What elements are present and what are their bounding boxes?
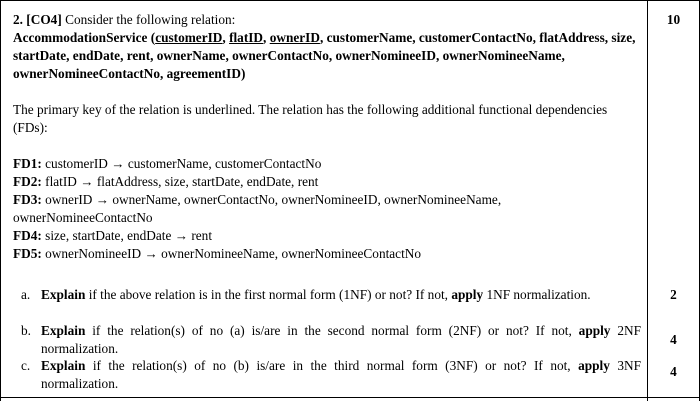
fd-label: FD4:: [13, 228, 42, 243]
subquestion-a: [21, 286, 641, 304]
fd-text: size, startDate, endDate → rent: [45, 228, 213, 243]
instruction-action: apply: [578, 358, 610, 373]
subquestion-text-end: 1NF normalization.: [486, 287, 591, 302]
fd-item: [13, 227, 639, 245]
subquestion-text: if the above relation is in the first normal form (1NF) or not? If not,: [88, 287, 448, 302]
key-attribute: ownerID: [269, 30, 320, 45]
fd-label: FD2:: [13, 174, 42, 189]
question-header: [13, 11, 639, 29]
fd-text: ownerNomineeID → ownerNomineeName, ownerNomineeContactNo: [45, 246, 422, 261]
subquestion-text: if the relation(s) of no (b) is/are in the third normal form (3NF) or not? If not,: [92, 358, 571, 373]
marks-c: 4: [670, 364, 677, 379]
marks-column: [648, 1, 699, 397]
instruction-action: apply: [451, 287, 484, 302]
fd-list: [13, 155, 639, 263]
subquestion-text-end: 3NF normalization.: [41, 358, 642, 391]
fd-item: [13, 245, 639, 263]
total-marks: 10: [666, 12, 681, 27]
fd-text: customerID → customerName, customerContactNo: [45, 156, 322, 171]
key-attribute: flatID: [229, 30, 264, 45]
relation-attributes: customerName, customerContactNo, flatAddress, size, startDate, endDate, rent, ownerName, ownerContactNo, ownerNomineeID, ownerNomineeName, ownerNomineeContactNo, agreementID: [13, 30, 636, 81]
primary-key-note: The primary key of the relation is underlined. The relation has the following additional functional dependencies (FDs):: [13, 102, 608, 135]
subquestion-letter: a.: [21, 287, 31, 302]
row-divider: [1, 397, 699, 398]
instruction-action: apply: [578, 323, 611, 338]
fd-text: flatID → flatAddress, size, startDate, endDate, rent: [45, 174, 319, 189]
question-intro: Consider the following relation:: [65, 12, 236, 27]
subquestion-letter: c.: [21, 358, 31, 373]
subquestion-letter: b.: [21, 323, 31, 338]
relation-name: AccommodationService: [13, 30, 148, 45]
instruction-verb: Explain: [41, 287, 86, 302]
fd-item: [13, 155, 639, 173]
key-attribute: customerID: [155, 30, 223, 45]
fd-label: FD1:: [13, 156, 42, 171]
subquestion-c: [21, 357, 642, 393]
relation-schema: AccommodationService (customerID, flatID, ownerID, customerName, customerContactNo, flatAddress, size, startDate, endDate, rent, ownerName, ownerContactNo, ownerNomineeID, ownerNomineeName, ownerNomineeContactNo, agreementID): [13, 30, 636, 81]
instruction-verb: Explain: [41, 323, 86, 338]
subquestion-text: if the relation(s) of no (a) is/are in the second normal form (2NF) or not? If not,: [92, 323, 572, 338]
fd-text: ownerID → ownerName, ownerContactNo, ownerNomineeID, ownerNomineeName, ownerNomineeContactNo: [13, 192, 502, 225]
marks-a: 2: [670, 287, 677, 302]
fd-item: [13, 173, 639, 191]
instruction-verb: Explain: [41, 358, 86, 373]
subquestion-text-end: 2NF normalization.: [41, 323, 641, 356]
marks-b: 4: [670, 332, 677, 347]
fd-item: [13, 191, 639, 227]
fd-label: FD5:: [13, 246, 42, 261]
question-content: [13, 11, 639, 263]
fd-label: FD3:: [13, 192, 42, 207]
question-number: 2. [CO4]: [13, 12, 62, 27]
subquestion-b: [21, 322, 641, 358]
